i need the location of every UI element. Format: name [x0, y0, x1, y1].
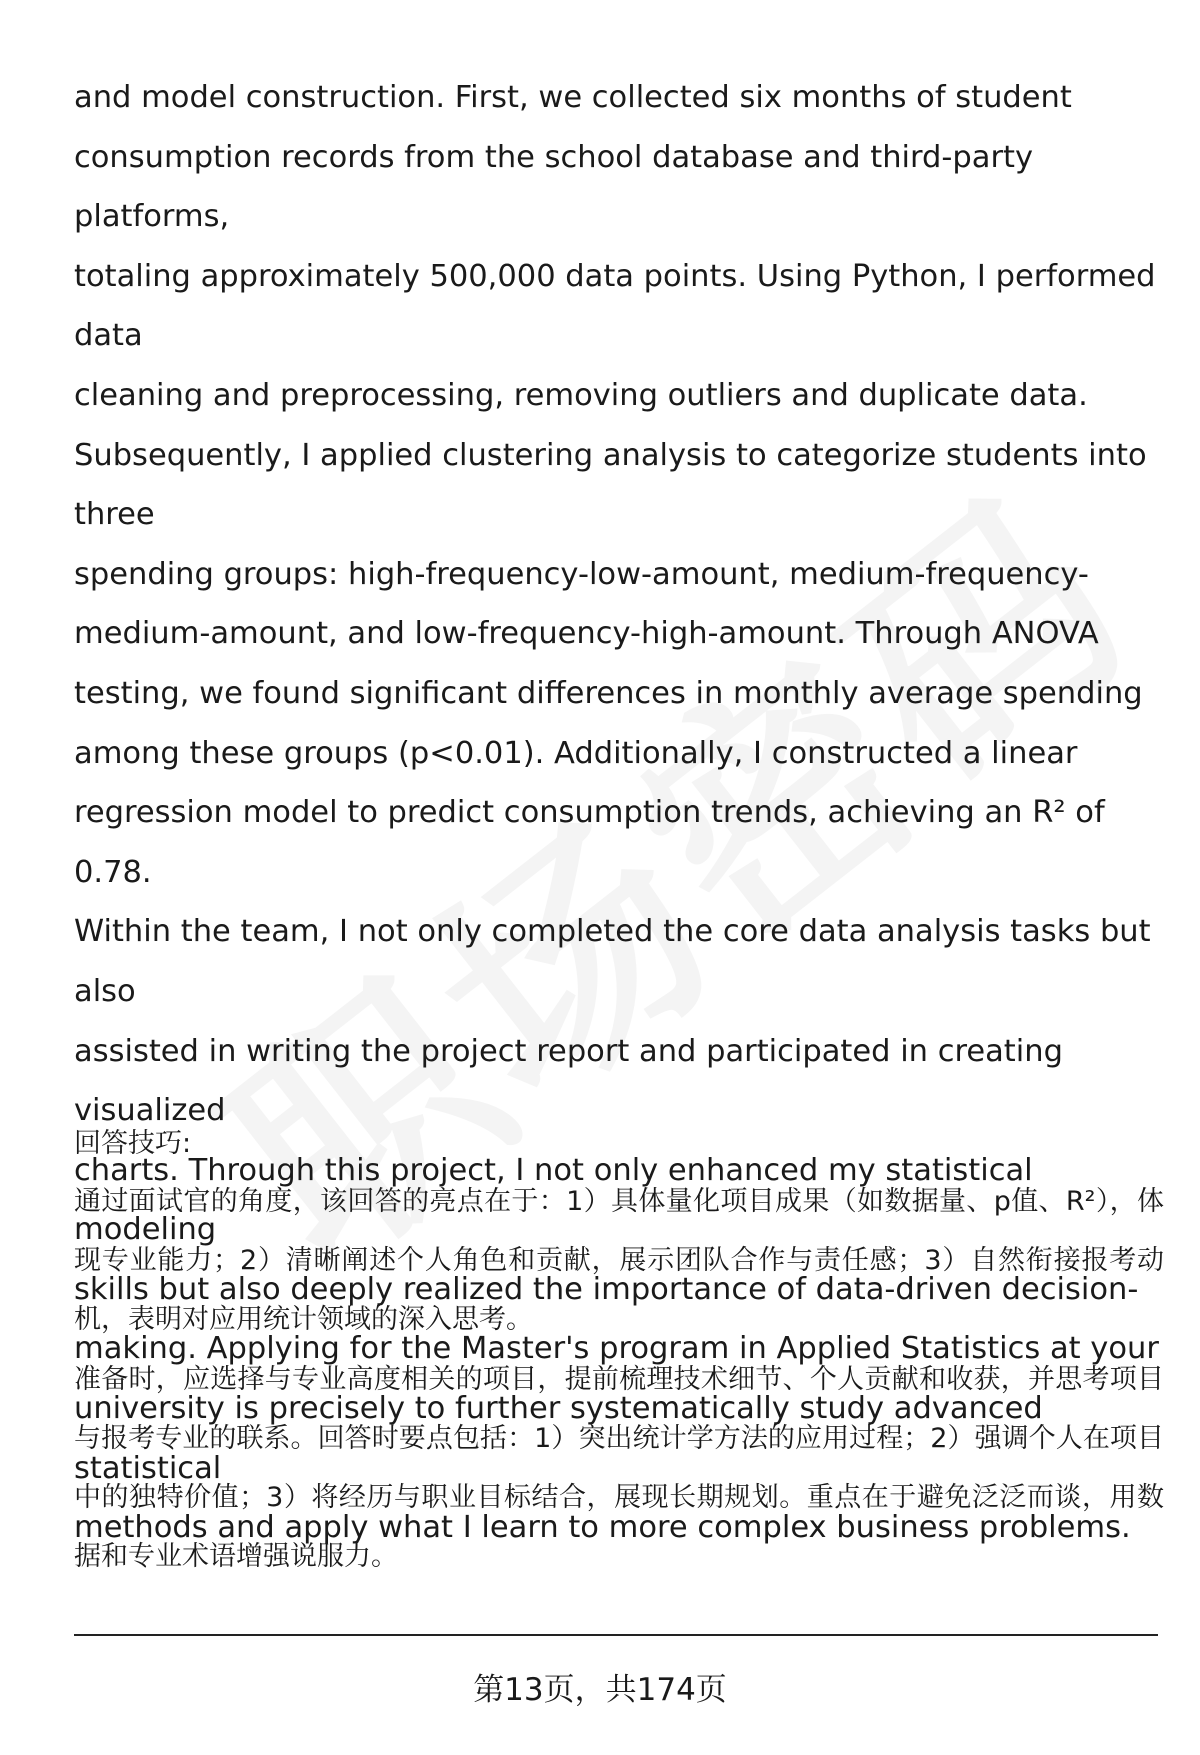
tips-paragraph-1: 通过面试官的角度，该回答的亮点在于：1）具体量化项目成果（如数据量、p值、R²），体现专业能力；2）清晰阐述个人角色和贡献，展示团队合作与责任感；3）自然衔接报考动机，表明对应用统计领域的深入思考。: [74, 1186, 1164, 1336]
page-number: 第13页，共174页: [473, 1672, 727, 1708]
tips-paragraph-2: 准备时，应选择与专业高度相关的项目，提前梳理技术细节、个人贡献和收获，并思考项目与报考专业的联系。回答时要点包括：1）突出统计学方法的应用过程；2）强调个人在项目中的独特价值；3）将经历与职业目标结合，展现长期规划。重点在于避免泛泛而谈，用数据和专业术语增强说服力。: [74, 1363, 1164, 1573]
answer-tips-section: [74, 1116, 1164, 1586]
tips-heading: 回答技巧:: [74, 1128, 192, 1159]
footer-divider: [74, 1634, 1158, 1636]
answer-paragraph: and model construction. First, we collected six months of student consumption records from the school database and third-party platforms, totaling approximately 500,000 data points. Using Python, I performed data cleaning and preprocessing, removing outliers and duplicate data. Subsequently, I applied clustering analysis to categorize students into three spending groups: high-frequency-low-amount, medium-frequency- medium-amount, and low-frequency-high-amount. Through ANOVA testing, we found significant differences in monthly average spending among these groups (p<0.01). Additionally, I constructed a linear regression model to predict consumption trends, achieving an R² of 0.78. Within the team, I not only completed the core data analysis tasks but also assisted in writing the project report and participated in creating visualized charts. Through this project, I not only enhanced my statistical modeling skills but also deeply realized the importance of data-driven decision- making. Applying for the Master's program in Applied Statistics at your university is precisely to further systematically study advanced statistical methods and apply what I learn to more complex business problems.: [74, 80, 1159, 1546]
